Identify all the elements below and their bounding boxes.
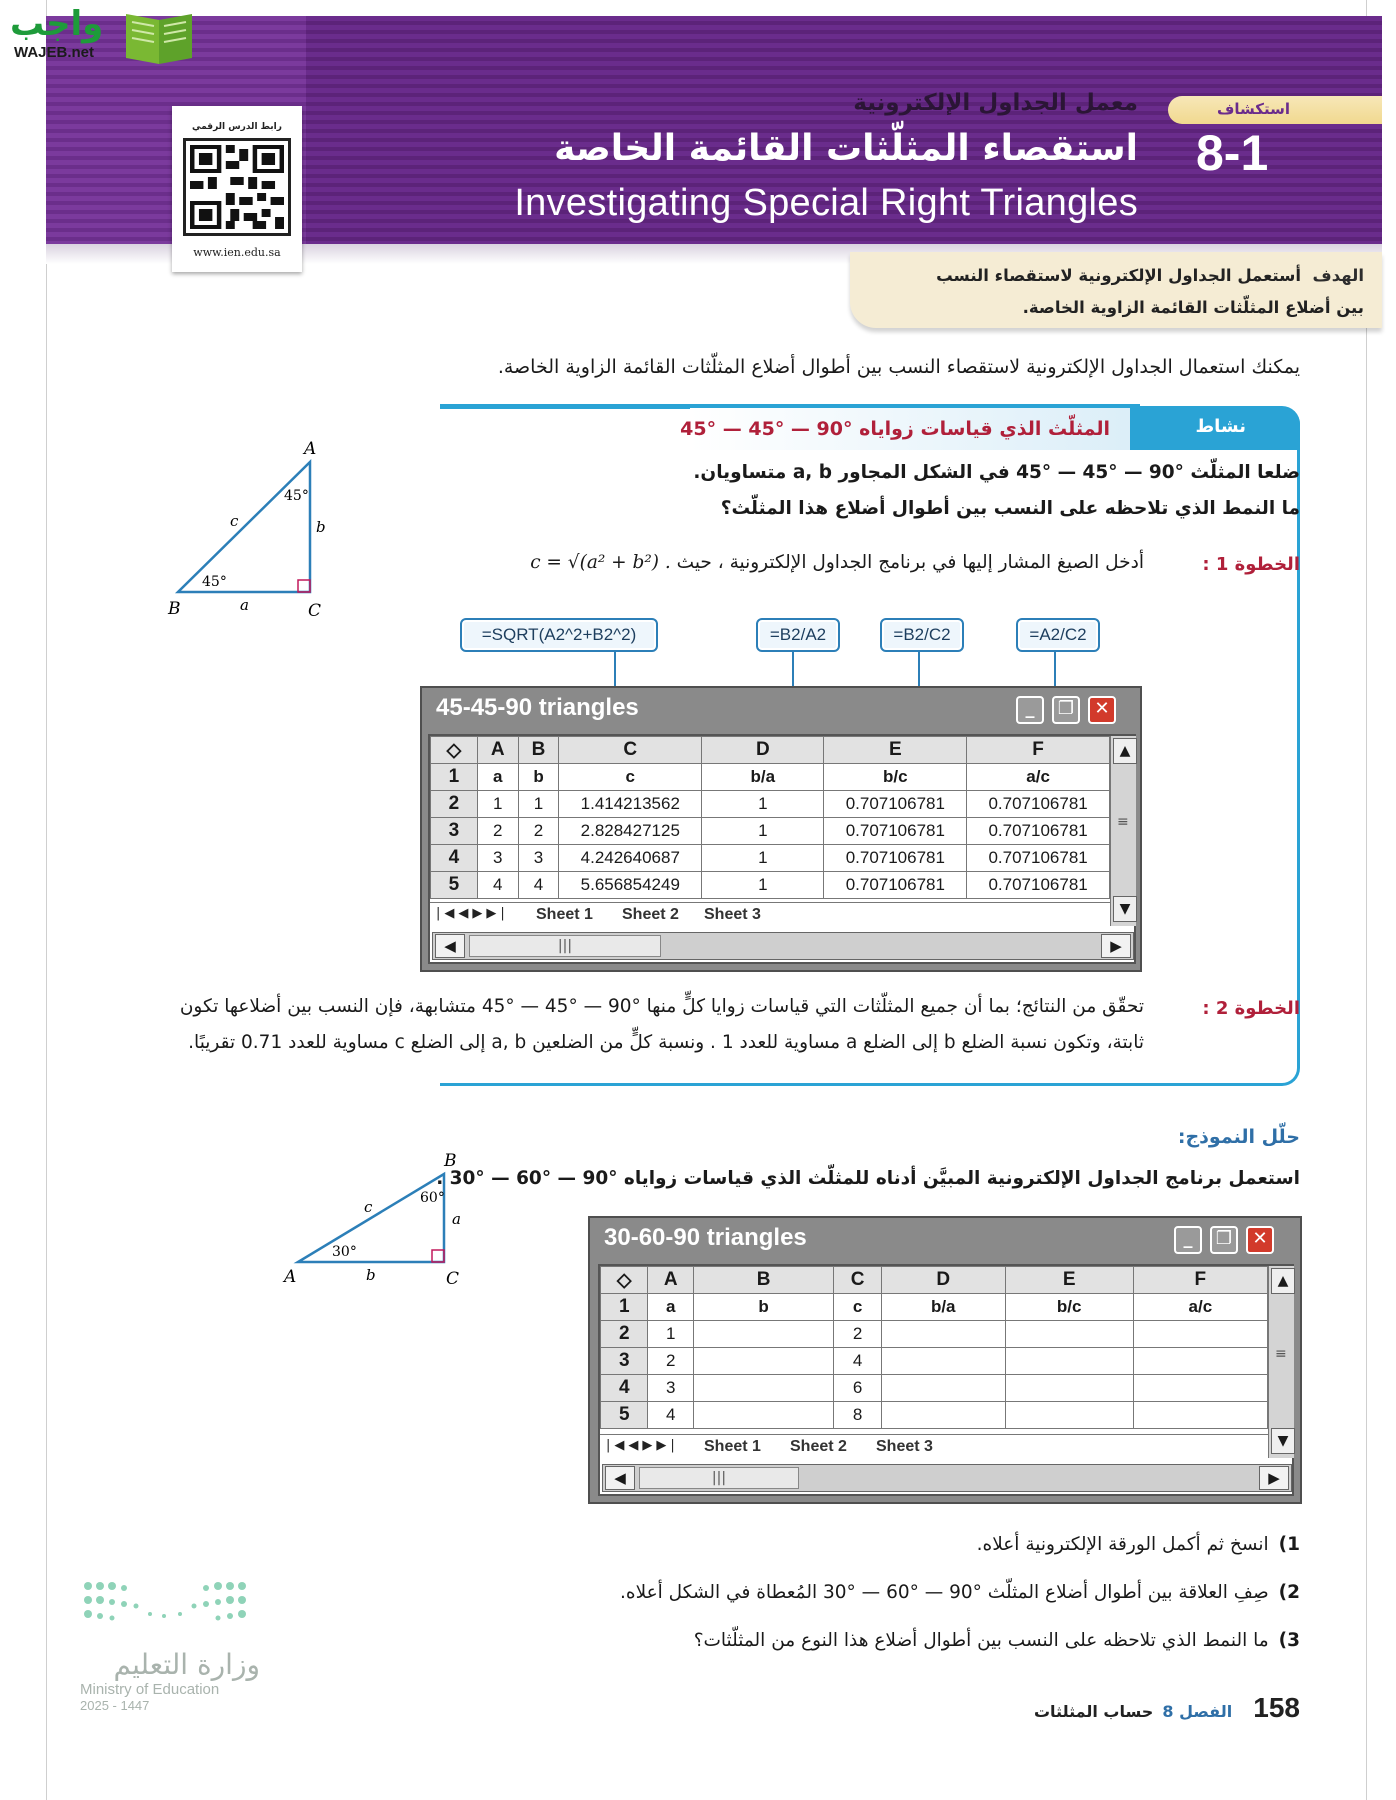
sheet-tab-3[interactable]: Sheet 3 <box>876 1438 933 1455</box>
cell[interactable]: 8 <box>834 1402 881 1429</box>
col-header[interactable]: F <box>967 737 1110 764</box>
ministry-year: 2025 - 1447 <box>80 1698 150 1713</box>
step1-label: الخطوة 1 : <box>1202 554 1300 575</box>
activity-line-2: ما النمط الذي تلاحظه على النسب بين أطوال أضلاع هذا المثلّث؟ <box>720 498 1300 519</box>
lab-title: معمل الجداول الإلكترونية <box>853 90 1138 116</box>
vertex-c-label: C <box>308 601 322 621</box>
scroll-left-button[interactable]: ◀ <box>605 1466 635 1490</box>
corner-cell[interactable]: ◇ <box>601 1267 648 1294</box>
cell[interactable]: 6 <box>834 1375 881 1402</box>
close-button[interactable]: ✕ <box>1088 696 1116 724</box>
formula-callout-e: =B2/C2 <box>880 618 964 652</box>
vertical-scrollbar[interactable] <box>1268 1266 1294 1458</box>
horizontal-scrollbar[interactable] <box>432 932 1134 960</box>
ministry-dots-icon <box>80 1578 250 1634</box>
cell[interactable]: 2 <box>477 818 518 845</box>
formula-callout-d: =B2/A2 <box>756 618 840 652</box>
angle-a-label-2: 30° <box>332 1244 357 1260</box>
col-header[interactable]: C <box>834 1267 881 1294</box>
cell[interactable]: a <box>477 764 518 791</box>
sheet-table <box>430 736 1110 899</box>
row-header[interactable]: 2 <box>431 791 478 818</box>
row-header[interactable]: 4 <box>431 845 478 872</box>
cell[interactable]: 2 <box>518 818 559 845</box>
cell[interactable]: 2 <box>834 1321 881 1348</box>
page-footer <box>1034 1692 1300 1724</box>
cell[interactable]: 0.707106781 <box>967 818 1110 845</box>
cell[interactable] <box>1005 1348 1133 1375</box>
side-a-label: a <box>240 596 249 614</box>
restore-button[interactable]: ❐ <box>1052 696 1080 724</box>
side-a-label-2: a <box>452 1210 461 1228</box>
row-header[interactable]: 3 <box>431 818 478 845</box>
logo-word: واجب <box>10 4 104 44</box>
triangle-45-45-90 <box>160 436 340 626</box>
cell[interactable] <box>1005 1375 1133 1402</box>
ministry-name-en: Ministry of Education <box>80 1681 220 1698</box>
cell[interactable]: b/c <box>824 764 967 791</box>
cell[interactable] <box>881 1321 1005 1348</box>
question-1 <box>977 1534 1300 1555</box>
cell[interactable]: 2 <box>648 1348 693 1375</box>
qr-url[interactable]: www.ien.edu.sa <box>193 246 281 259</box>
row-header[interactable]: 5 <box>431 872 478 899</box>
window-title: 30-60-90 triangles <box>604 1224 807 1251</box>
cell[interactable]: 0.707106781 <box>824 818 967 845</box>
goal-box <box>850 252 1382 328</box>
sheet-tab-1[interactable]: Sheet 1 <box>704 1438 761 1455</box>
restore-button[interactable]: ❐ <box>1210 1226 1238 1254</box>
col-header[interactable]: D <box>702 737 824 764</box>
row-header[interactable]: 5 <box>601 1402 648 1429</box>
horizontal-scrollbar[interactable] <box>602 1464 1292 1492</box>
cell[interactable]: b <box>518 764 559 791</box>
sheet-nav-arrows-icon[interactable]: |◀◀▶▶| <box>436 906 509 921</box>
cell[interactable] <box>1005 1321 1133 1348</box>
cell[interactable]: 1 <box>702 818 824 845</box>
angle-a-label: 45° <box>284 488 309 504</box>
page-number: 158 <box>1253 1692 1300 1723</box>
cell[interactable] <box>693 1375 833 1402</box>
formula-callout-f: =A2/C2 <box>1016 618 1100 652</box>
row-header[interactable]: 1 <box>601 1294 648 1321</box>
cell[interactable]: 1.414213562 <box>559 791 702 818</box>
activity-tab-label: نشاط <box>1195 416 1246 437</box>
goal-label: الهدف <box>1312 266 1364 285</box>
spreadsheet-window-30 <box>588 1216 1302 1504</box>
triangle-30-60-90 <box>274 1146 474 1296</box>
lesson-title-en: Investigating Special Right Triangles <box>514 182 1138 224</box>
cell[interactable]: 1 <box>702 791 824 818</box>
col-header[interactable]: E <box>824 737 967 764</box>
side-b-label-2: b <box>366 1266 376 1284</box>
step2-label: الخطوة 2 : <box>1202 998 1300 1019</box>
question-2 <box>620 1582 1300 1603</box>
cell[interactable]: 3 <box>648 1375 693 1402</box>
question-text: ما النمط الذي تلاحظه على النسب بين أطوال أضلاع هذا النوع من المثلّثات؟ <box>693 1630 1269 1651</box>
window-title: 45-45-90 triangles <box>436 694 639 721</box>
scroll-up-button[interactable]: ▲ <box>1271 1268 1295 1294</box>
cell[interactable]: 4 <box>518 872 559 899</box>
step1-formula: c = √(a² + b²) . <box>530 552 671 573</box>
step1-text <box>530 552 1144 573</box>
cell[interactable]: c <box>834 1294 881 1321</box>
vertex-b-label: B <box>168 599 181 619</box>
cell[interactable] <box>881 1375 1005 1402</box>
cell[interactable]: b/c <box>1005 1294 1133 1321</box>
corner-cell[interactable]: ◇ <box>431 737 478 764</box>
question-text: انسخ ثم أكمل الورقة الإلكترونية أعلاه. <box>976 1534 1269 1555</box>
chapter-label: الفصل 8 <box>1162 1702 1233 1721</box>
col-header[interactable]: B <box>518 737 559 764</box>
scroll-up-button[interactable]: ▲ <box>1113 738 1137 764</box>
ministry-name-ar: وزارة التعليم <box>113 1648 260 1681</box>
row-header[interactable]: 2 <box>601 1321 648 1348</box>
scroll-right-button[interactable]: ▶ <box>1101 934 1131 958</box>
qr-code-icon <box>183 138 291 236</box>
sheet-grid-area <box>428 734 1136 964</box>
activity-title: المثلّث الذي قياسات زواياه °90 — °45 — °45 <box>680 418 1110 440</box>
question-3 <box>694 1630 1300 1651</box>
step2-line-1: تحقّق من النتائج؛ بما أن جميع المثلّثات التي قياسات زوايا كلٍّ منها °90 — °45 — °45 متشابهة، فإن النسب بين أضلاعها تكون <box>179 996 1144 1017</box>
cell[interactable]: 3 <box>518 845 559 872</box>
cell[interactable]: 4 <box>834 1348 881 1375</box>
sheet-tabs-bar <box>600 1434 1268 1460</box>
row-header[interactable]: 4 <box>601 1375 648 1402</box>
cell[interactable] <box>693 1321 833 1348</box>
scroll-thumb[interactable]: ||| <box>469 935 661 957</box>
open-book-icon <box>122 10 196 66</box>
vertex-b-label-2: B <box>444 1151 457 1171</box>
side-c-label-2: c <box>364 1198 373 1216</box>
cell[interactable]: b/a <box>702 764 824 791</box>
cell[interactable]: 4 <box>648 1402 693 1429</box>
sheet-grid-area <box>598 1264 1294 1496</box>
col-header[interactable]: C <box>559 737 702 764</box>
cell[interactable] <box>693 1402 833 1429</box>
cell[interactable]: a <box>648 1294 693 1321</box>
cell[interactable]: 1 <box>702 872 824 899</box>
col-header[interactable]: D <box>881 1267 1005 1294</box>
angle-b-label: 45° <box>202 574 227 590</box>
cell[interactable]: b/a <box>881 1294 1005 1321</box>
cell[interactable] <box>1133 1375 1267 1402</box>
explore-label: استكشاف <box>1216 100 1290 118</box>
row-header[interactable]: 3 <box>601 1348 648 1375</box>
question-number: 2) <box>1278 1582 1300 1603</box>
cell[interactable]: 4 <box>477 872 518 899</box>
goal-text-1: أستعمل الجداول الإلكترونية لاستقصاء النسب <box>936 266 1302 285</box>
sheet-tab-2[interactable]: Sheet 2 <box>790 1438 847 1455</box>
wajeb-logo[interactable] <box>10 4 190 66</box>
sheet-tabs-bar <box>430 902 1110 928</box>
cell[interactable]: 0.707106781 <box>824 845 967 872</box>
logo-net: WAJEB.net <box>14 44 95 61</box>
row-header[interactable]: 1 <box>431 764 478 791</box>
cell[interactable]: c <box>559 764 702 791</box>
side-b-label: b <box>316 518 326 536</box>
sheet-tab-1[interactable]: Sheet 1 <box>536 906 593 923</box>
close-button[interactable]: ✕ <box>1246 1226 1274 1254</box>
vertical-scrollbar[interactable] <box>1110 736 1136 926</box>
ministry-logo <box>80 1578 260 1713</box>
cell[interactable] <box>881 1402 1005 1429</box>
scroll-down-button[interactable]: ▼ <box>1271 1428 1295 1454</box>
vertex-a-label-2: A <box>284 1267 297 1287</box>
col-header[interactable]: F <box>1133 1267 1267 1294</box>
spreadsheet-window-45 <box>420 686 1142 972</box>
activity-line-1: ضلعا المثلّث °90 — °45 — °45 في الشكل المجاور a, b متساويان. <box>693 462 1300 483</box>
cell[interactable]: 4.242640687 <box>559 845 702 872</box>
col-header[interactable]: A <box>477 737 518 764</box>
cell[interactable] <box>693 1348 833 1375</box>
goal-line-2: بين أضلاع المثلّثات القائمة الزاوية الخاصة. <box>1022 298 1364 317</box>
cell[interactable]: 3 <box>477 845 518 872</box>
col-header[interactable]: E <box>1005 1267 1133 1294</box>
cell[interactable]: 0.707106781 <box>824 791 967 818</box>
cell[interactable] <box>1005 1402 1133 1429</box>
cell[interactable]: 1 <box>477 791 518 818</box>
lesson-title-ar: استقصاء المثلّثات القائمة الخاصة <box>554 128 1138 169</box>
cell[interactable] <box>1133 1402 1267 1429</box>
sheet-table <box>600 1266 1268 1429</box>
qr-caption: رابط الدرس الرقمي <box>192 122 282 132</box>
col-header[interactable]: B <box>693 1267 833 1294</box>
sheet-nav-arrows-icon[interactable]: |◀◀▶▶| <box>606 1438 679 1453</box>
scroll-down-button[interactable]: ▼ <box>1113 896 1137 922</box>
step1-instruction: أدخل الصيغ المشار إليها في برنامج الجداول الإلكترونية ، حيث <box>676 552 1144 573</box>
cell[interactable]: 0.707106781 <box>967 872 1110 899</box>
angle-b-label-2: 60° <box>420 1190 445 1206</box>
scroll-grip-icon: ≡ <box>1275 1346 1287 1362</box>
cell[interactable]: 0.707106781 <box>824 872 967 899</box>
cell[interactable]: 0.707106781 <box>967 791 1110 818</box>
goal-line-1 <box>858 260 1364 292</box>
scroll-grip-icon: ≡ <box>1117 814 1129 830</box>
cell[interactable]: 5.656854249 <box>559 872 702 899</box>
qr-card[interactable] <box>172 106 302 272</box>
sheet-tab-2[interactable]: Sheet 2 <box>622 906 679 923</box>
scroll-left-button[interactable]: ◀ <box>435 934 465 958</box>
col-header[interactable]: A <box>648 1267 693 1294</box>
vertex-a-label: A <box>304 439 317 459</box>
intro-paragraph: يمكنك استعمال الجداول الإلكترونية لاستقصاء النسب بين أطوال أضلاع المثلّثات القائمة الزاوية الخاصة. <box>497 356 1300 378</box>
formula-callout-c: =SQRT(A2^2+B2^2) <box>460 618 658 652</box>
scroll-right-button[interactable]: ▶ <box>1259 1466 1289 1490</box>
cell[interactable]: a/c <box>967 764 1110 791</box>
minimize-button[interactable]: _ <box>1174 1226 1202 1254</box>
chapter-title: حساب المثلثات <box>1033 1702 1154 1721</box>
explore-tab <box>1168 96 1382 124</box>
question-number: 3) <box>1278 1630 1300 1651</box>
vertex-c-label-2: C <box>446 1269 460 1289</box>
question-number: 1) <box>1278 1534 1300 1555</box>
cell[interactable]: 1 <box>702 845 824 872</box>
left-margin-line <box>46 0 47 1800</box>
cell[interactable] <box>1133 1348 1267 1375</box>
activity-tab <box>1130 408 1300 450</box>
scroll-thumb[interactable]: ||| <box>639 1467 799 1489</box>
side-c-label: c <box>230 512 239 530</box>
cell[interactable] <box>881 1348 1005 1375</box>
cell[interactable]: 1 <box>648 1321 693 1348</box>
cell[interactable]: a/c <box>1133 1294 1267 1321</box>
cell[interactable]: b <box>693 1294 833 1321</box>
minimize-button[interactable]: _ <box>1016 696 1044 724</box>
cell[interactable]: 2.828427125 <box>559 818 702 845</box>
cell[interactable]: 0.707106781 <box>967 845 1110 872</box>
cell[interactable] <box>1133 1321 1267 1348</box>
question-text: صِفِ العلاقة بين أطوال أضلاع المثلّث °90 — °60 — °30 المُعطاة في الشكل أعلاه. <box>620 1582 1269 1603</box>
lesson-number: 8-1 <box>1196 125 1269 181</box>
sheet-tab-3[interactable]: Sheet 3 <box>704 906 761 923</box>
cell[interactable]: 1 <box>518 791 559 818</box>
step2-line-2: ثابتة، وتكون نسبة الضلع b إلى الضلع a مساوية للعدد 1 . ونسبة كلٍّ من الضلعين a, b إلى الضلع c مساوية للعدد 0.71 تقريبًا. <box>188 1032 1144 1053</box>
model-instruction: استعمل برنامج الجداول الإلكترونية المبيَّن أدناه للمثلّث الذي قياسات زواياه °90 — °60 — °30 . <box>436 1168 1300 1189</box>
model-label: حلّل النموذج: <box>1177 1126 1300 1148</box>
